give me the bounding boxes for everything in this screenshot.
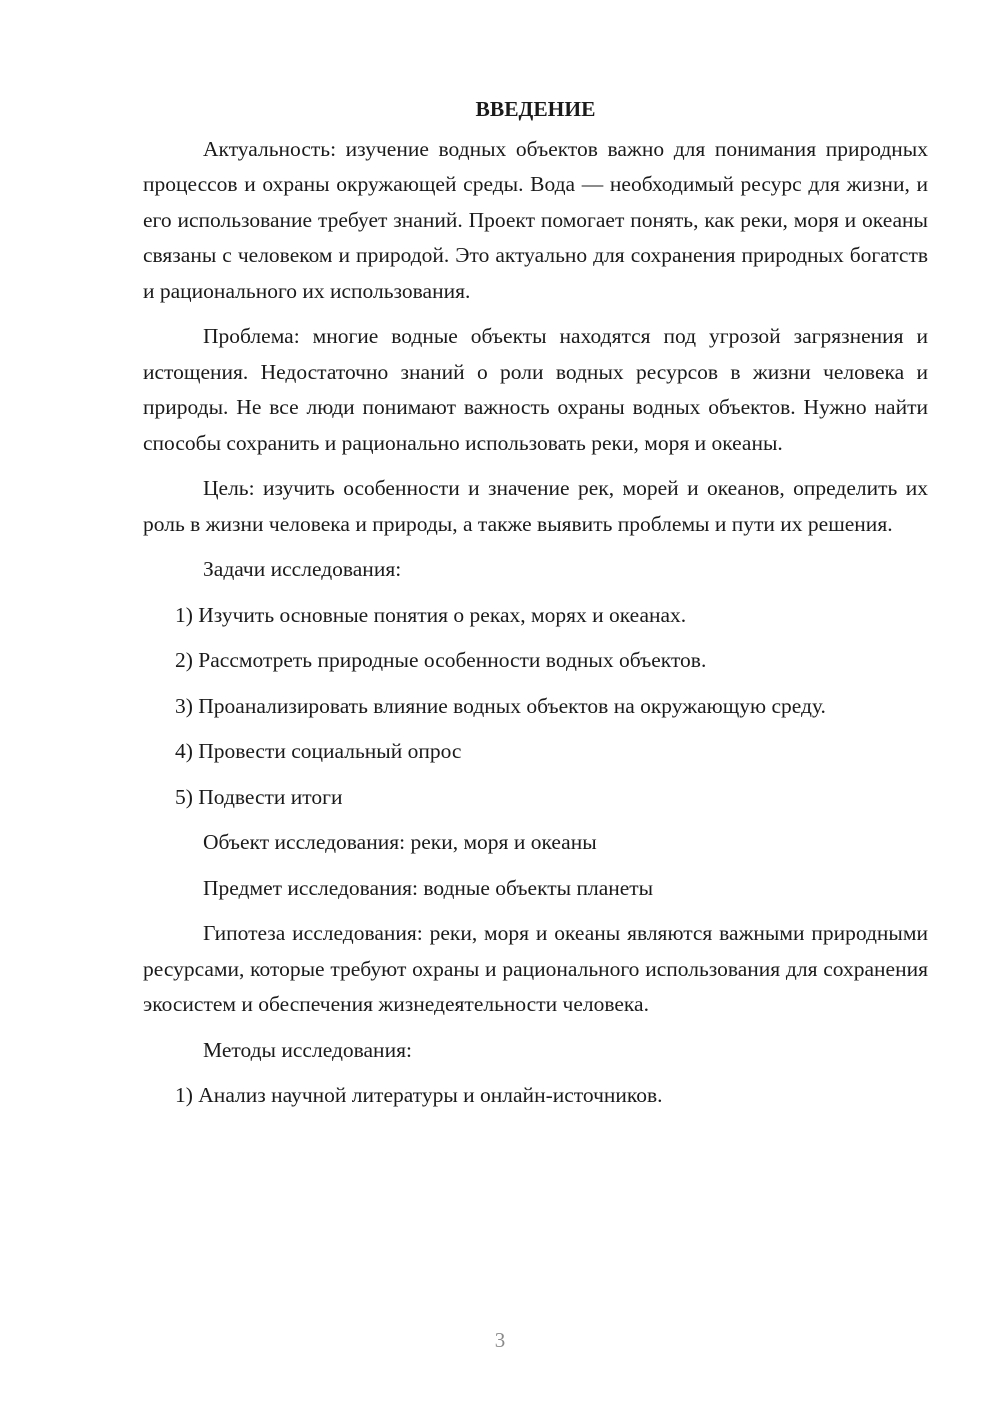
hypothesis-paragraph: Гипотеза исследования: реки, моря и океаны являются важными природными ресурсами, которые требуют охраны и рационального использования для сохранения экосистем и обеспечения жизнедеятельности человека. (143, 921, 928, 1016)
methods-title: Методы исследования: (203, 1037, 412, 1062)
goal-paragraph: Цель: изучить особенности и значение рек, морей и океанов, определить их роль в жизни человека и природы, а также выявить проблемы и пути их решения. (143, 476, 928, 536)
relevance-paragraph: Актуальность: изучение водных объектов важно для понимания природных процессов и охраны окружающей среды. Вода — необходимый ресурс для жизни, и его использование требует знаний. Проект помогает понять, как реки, моря и океаны связаны с человеком и природой. Это актуально для сохранения природных богатств и рационального их использования. (143, 136, 928, 303)
task-item: 4) Провести социальный опрос (175, 739, 462, 763)
task-item: 3) Проанализировать влияние водных объектов на окружающую среду. (175, 693, 826, 718)
task-item: 5) Подвести итоги (175, 784, 343, 809)
method-item: 1) Анализ научной литературы и онлайн-источников. (175, 1083, 663, 1107)
tasks-title: Задачи исследования: (203, 557, 402, 581)
section-heading: ВВЕДЕНИЕ (475, 97, 596, 121)
document-page (143, 92, 928, 1124)
task-item: 1) Изучить основные понятия о реках, морях и океанах. (175, 602, 687, 627)
page-number: 3 (494, 1328, 506, 1352)
research-object: Объект исследования: реки, моря и океаны (203, 830, 597, 854)
task-item: 2) Рассмотреть природные особенности водных объектов. (175, 648, 707, 672)
problem-paragraph: Проблема: многие водные объекты находятся под угрозой загрязнения и истощения. Недостаточно знаний о роли водных ресурсов в жизни человека и природы. Не все люди понимают важность охраны водных объектов. Нужно найти способы сохранить и рационально использовать реки, моря и океаны. (143, 324, 928, 455)
research-subject: Предмет исследования: водные объекты планеты (203, 875, 654, 900)
